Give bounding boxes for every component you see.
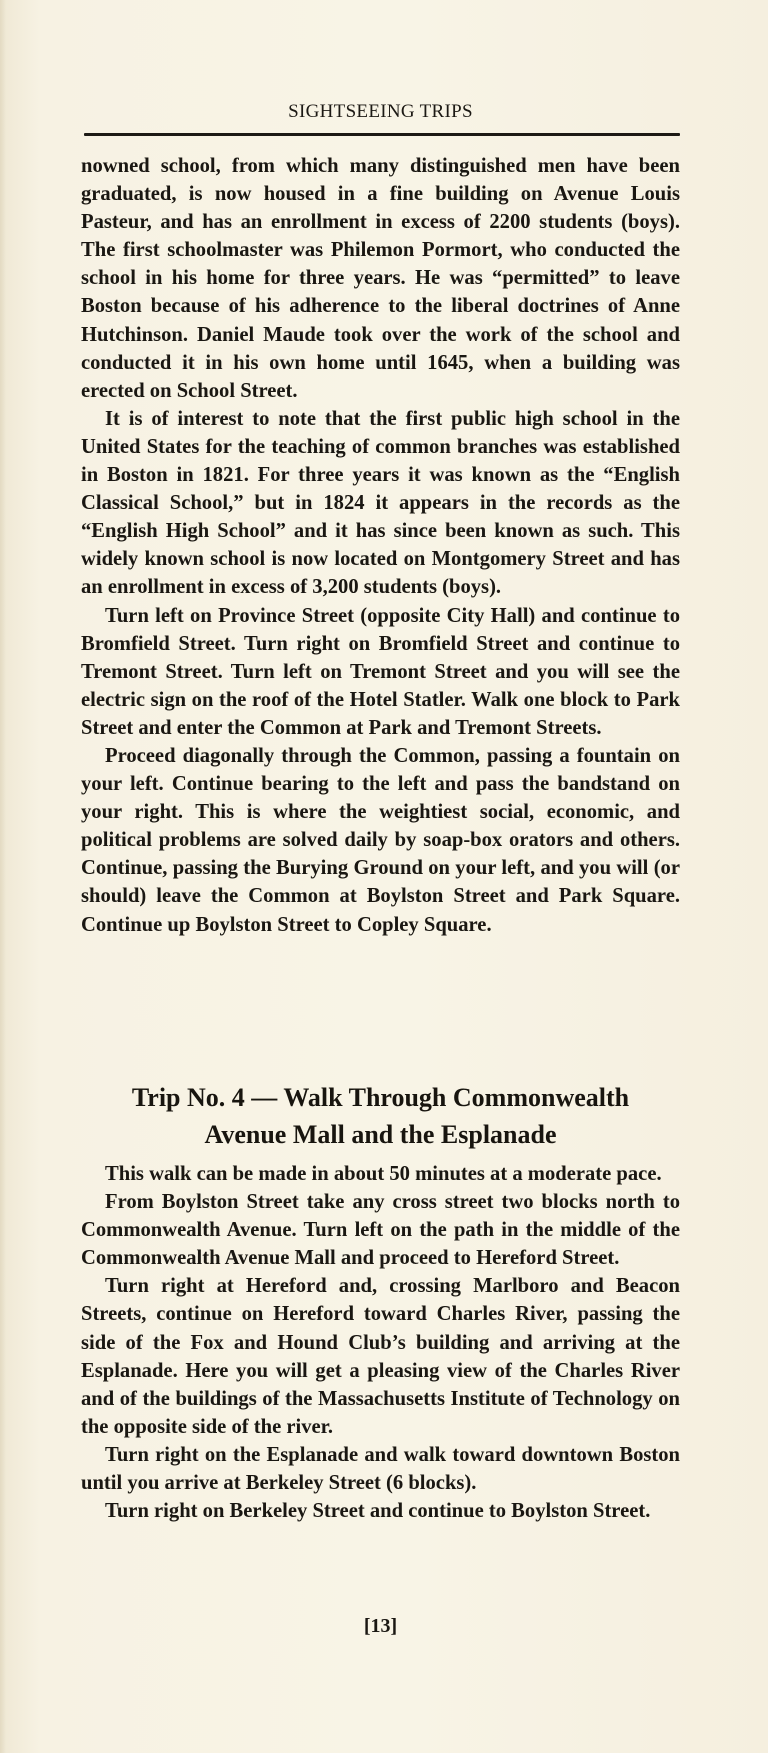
trip-4-heading bbox=[81, 1079, 680, 1153]
paragraph-province-street: Turn left on Province Street (opposite City Hall) and continue to Bromfield Street. Turn right on Bromfield Street and continue to Tremont Street. Turn left on Tremont Street and you will see the electric sign on the roof of the Hotel Statler. Walk one block to Park Street and enter the Common at Park and Tremont Streets. bbox=[81, 604, 680, 739]
paragraph-continued: nowned school, from which many distinguished men have been graduated, is now housed in a fine building on Avenue Louis Pasteur, and has an enrollment in excess of 2200 students (boys). The first schoolmaster was Philemon Pormort, who conducted the school in his home for three years. He was “permitted” to leave Boston because of his adherence to the liberal doctrines of Anne Hutchinson. Daniel Maude took over the work of the school and conducted it in his own home until 1645, when a building was erected on School Street. bbox=[81, 155, 680, 402]
paragraph-boylston: From Boylston Street take any cross street two blocks north to Commonwealth Avenue. Turn left on the path in the middle of the Commonwealth Avenue Mall and proceed to Hereford Street. bbox=[81, 1191, 680, 1270]
section-1-body bbox=[81, 152, 680, 939]
trip-4-heading-line-2: Avenue Mall and the Esplanade bbox=[204, 1120, 557, 1149]
page-gutter-shadow bbox=[0, 0, 6, 1753]
paragraph-common: Proceed diagonally through the Common, passing a fountain on your left. Continue bearing to the left and pass the bandstand on your right. This is where the weightiest social, economic, and political problems are solved daily by soap-box orators and others. Continue, passing the Burying Ground on your left, and you will (or should) leave the Common at Boylston Street and Park Square. Continue up Boylston Street to Copley Square. bbox=[81, 744, 680, 936]
paragraph-high-school: It is of interest to note that the first public high school in the United States for the teaching of common branches was established in Boston in 1821. For three years it was known as the “English Classical School,” but in 1824 it appears in the records as the “English High School” and it has since been known as such. This widely known school is now located on Montgomery Street and has an enrollment in excess of 3,200 students (boys). bbox=[81, 407, 680, 599]
section-2-body bbox=[81, 1160, 680, 1525]
trip-4-heading-line-1: Trip No. 4 — Walk Through Commonwealth bbox=[131, 1083, 630, 1112]
paragraph-walk-duration: This walk can be made in about 50 minutes at a moderate pace. bbox=[105, 1163, 662, 1185]
paragraph-berkeley: Turn right on Berkeley Street and continue to Boylston Street. bbox=[105, 1500, 651, 1523]
paragraph-hereford: Turn right at Hereford and, crossing Marlboro and Beacon Streets, continue on Hereford toward Charles River, passing the side of the Fox and Hound Club’s building and arriving at the Esplanade. Here you will get a pleasing view of the Charles River and of the buildings of the Massachusetts Institute of Technology on the opposite side of the river. bbox=[81, 1275, 680, 1438]
paragraph-esplanade: Turn right on the Esplanade and walk toward downtown Boston until you arrive at Berkeley Street (6 blocks). bbox=[81, 1443, 680, 1495]
running-head: SIGHTSEEING TRIPS bbox=[288, 101, 473, 122]
header-rule-divider bbox=[84, 133, 680, 136]
page-number: [13] bbox=[363, 1615, 398, 1637]
